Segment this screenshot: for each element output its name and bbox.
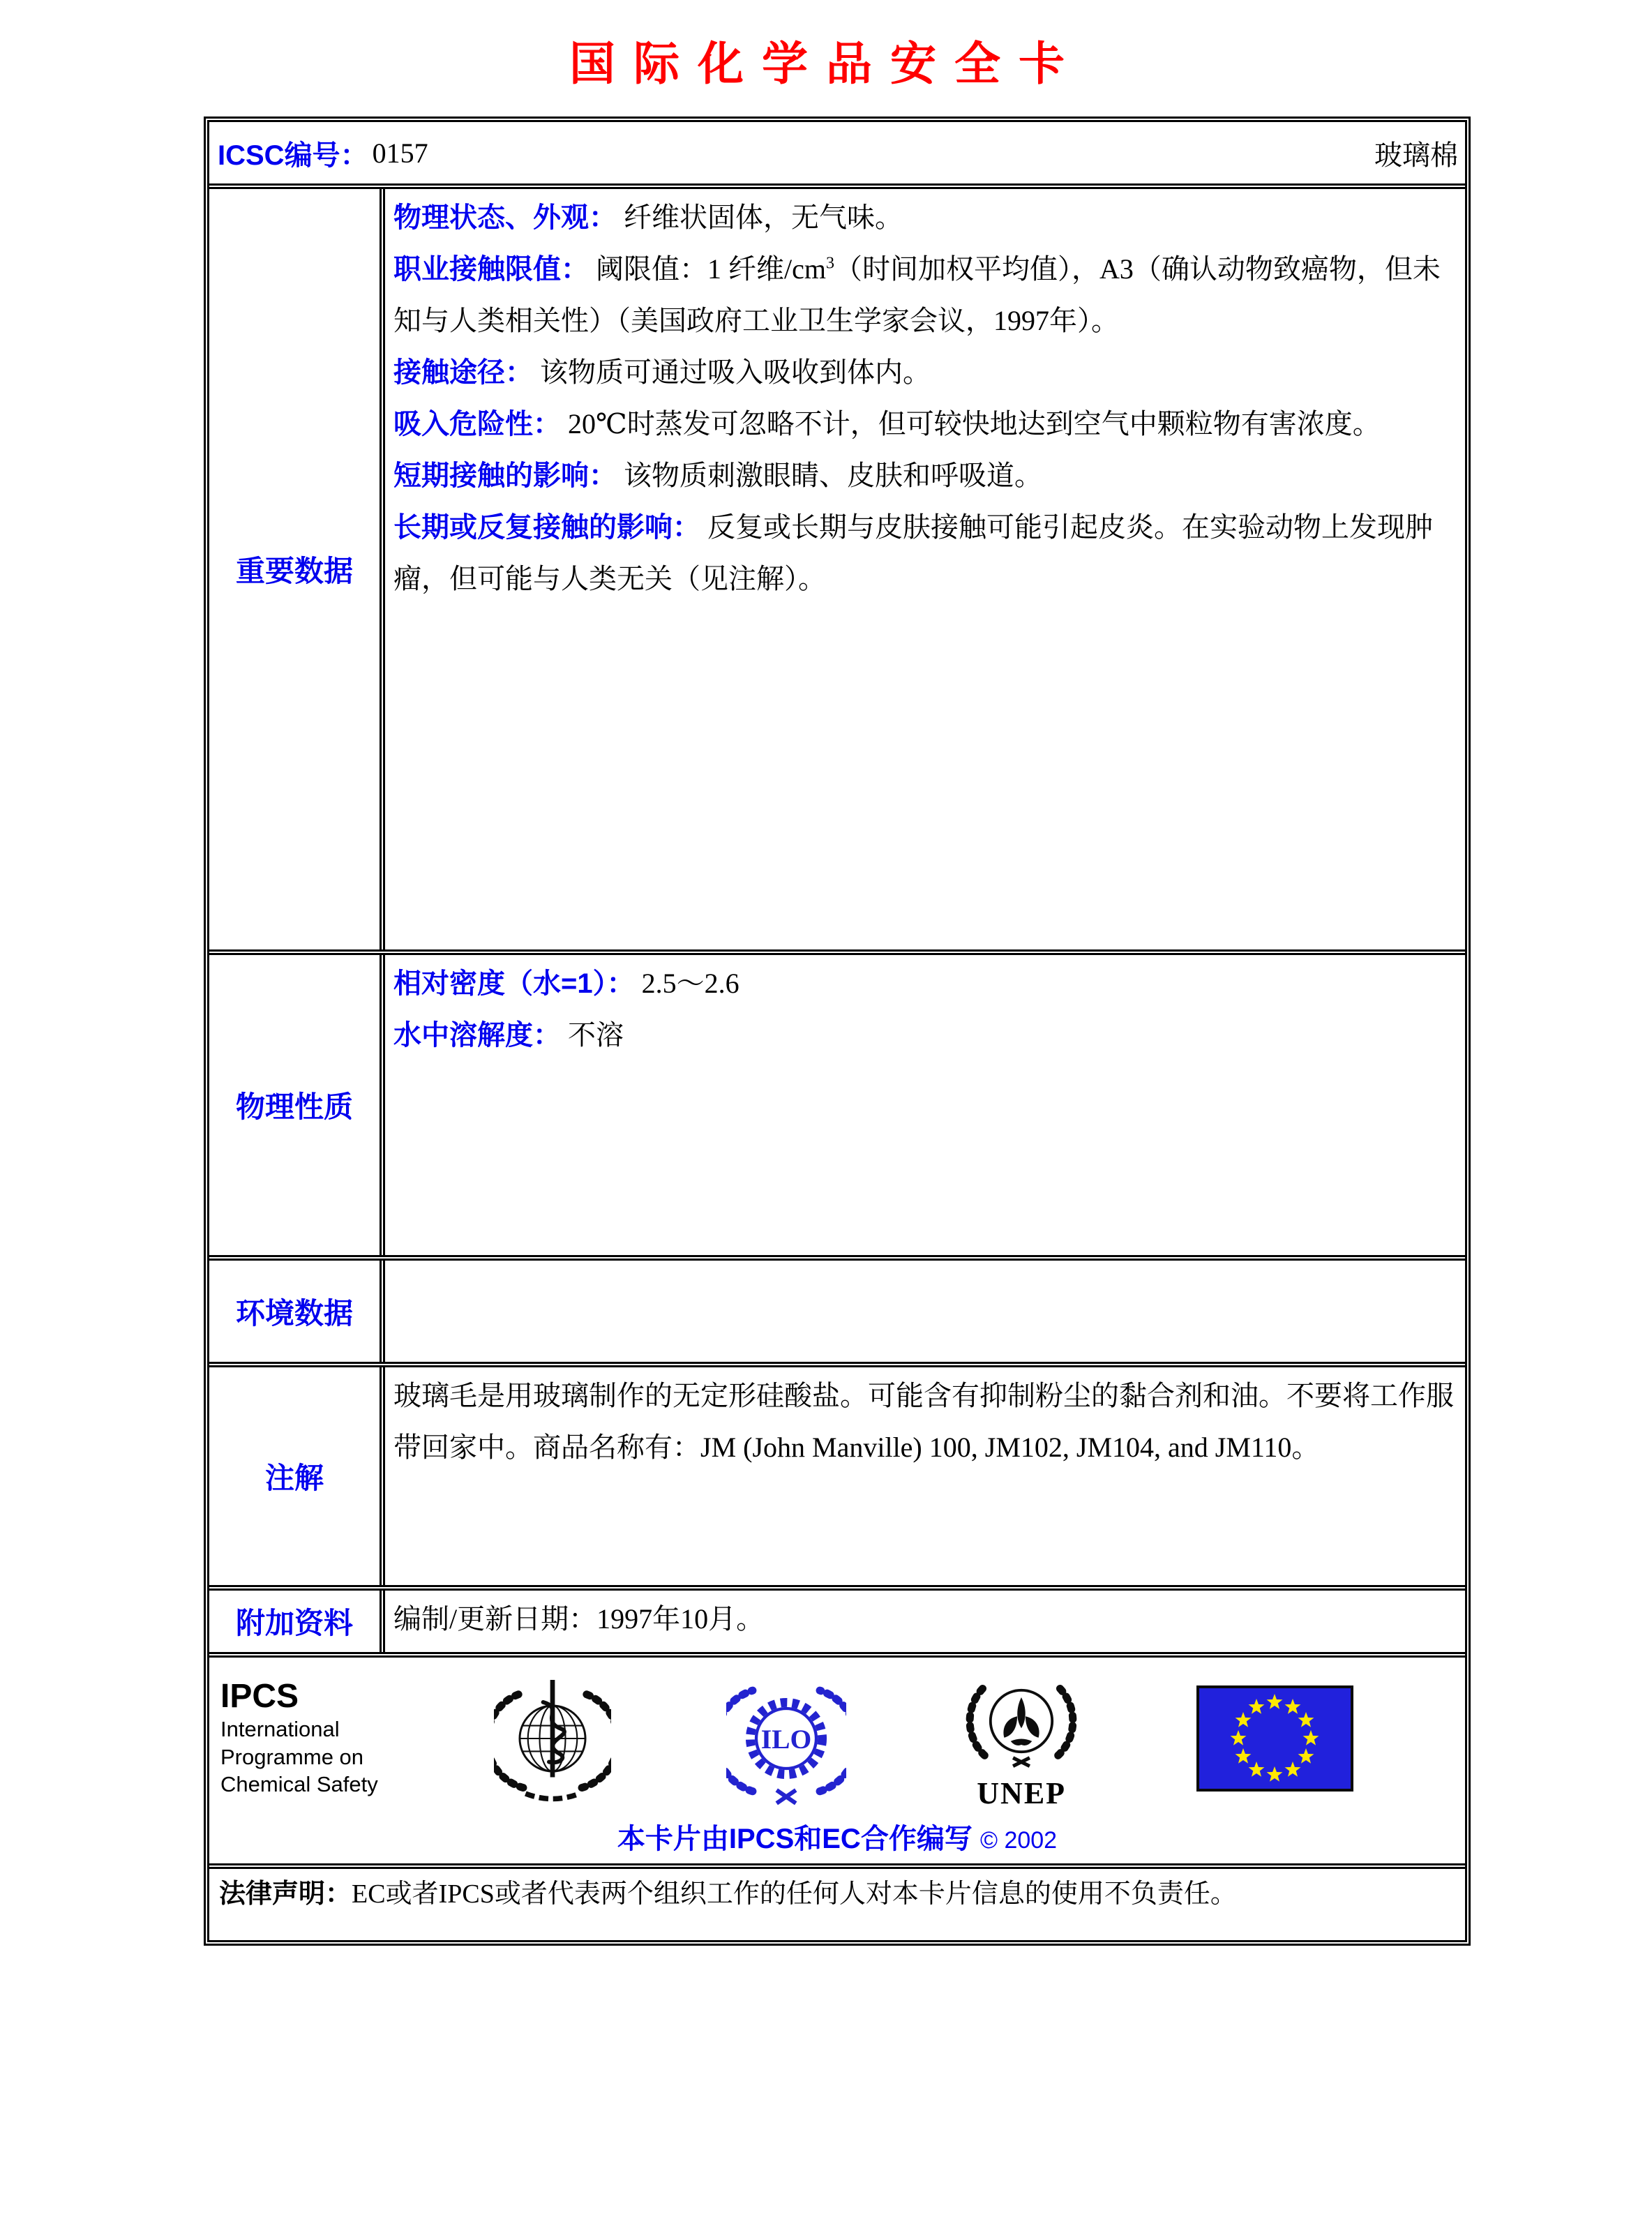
field-label: 相对密度（水=1）：: [393, 968, 635, 999]
ipcs-name: [220, 1715, 378, 1798]
field-water-solubility: [393, 1009, 1454, 1061]
card-header-row: [209, 122, 1465, 189]
cooperation-caption: [209, 1817, 1465, 1856]
important-data-row: [209, 189, 1465, 955]
environmental-data-content: [385, 1261, 1465, 1362]
page-title: 国际化学品安全卡: [569, 39, 1083, 90]
legal-notice-row: [209, 1869, 1465, 1940]
eu-flag-icon: [1196, 1685, 1353, 1792]
icsc-number-group: [218, 133, 428, 173]
unep-logo-icon: [962, 1669, 1081, 1809]
field-relative-density: [393, 958, 1454, 1009]
row-label-physical-properties: 物理性质: [209, 955, 385, 1255]
additional-info-text: 编制/更新日期：1997年10月。: [393, 1603, 765, 1635]
field-label: 接触途径：: [393, 357, 533, 388]
ipcs-name-line: Chemical Safety: [220, 1772, 378, 1797]
field-value: 该物质可通过吸入吸收到体内。: [540, 356, 931, 388]
legal-notice-text: EC或者IPCS或者代表两个组织工作的任何人对本卡片信息的使用不负责任。: [352, 1879, 1237, 1909]
ipcs-name-line: Programme on: [220, 1744, 364, 1769]
field-value: 反复或长期与皮肤接触可能引起皮炎。在实验动物上发现肿瘤，但可能与人类无关（见注解）。: [393, 511, 1433, 594]
notes-row: [209, 1367, 1465, 1591]
superscript: 3: [825, 254, 834, 273]
environmental-data-row: [209, 1261, 1465, 1367]
ilo-letters: ILO: [761, 1723, 812, 1755]
notes-content: [385, 1367, 1465, 1585]
physical-properties-content: [385, 955, 1465, 1255]
field-label: 吸入危险性：: [393, 409, 561, 440]
field-value: 2.5～2.6: [641, 968, 739, 999]
unep-letters: UNEP: [977, 1775, 1067, 1810]
ipcs-logo: [220, 1678, 378, 1798]
field-value: 该物质刺激眼睛、皮肤和呼吸道。: [624, 460, 1042, 491]
field-label: 长期或反复接触的影响：: [393, 512, 700, 543]
ipcs-acronym: IPCS: [220, 1678, 299, 1715]
field-label: 物理状态、外观：: [393, 202, 617, 233]
logos-strip: [209, 1666, 1465, 1811]
field-routes-of-exposure: [393, 347, 1454, 398]
logos-row: [209, 1658, 1465, 1869]
icsc-card-table: [204, 117, 1471, 1946]
additional-info-content: [385, 1591, 1465, 1652]
who-logo-icon: [494, 1669, 611, 1808]
field-physical-state: [393, 192, 1454, 243]
legal-notice-label: 法律声明：: [219, 1879, 352, 1909]
field-inhalation-risk: [393, 398, 1454, 450]
field-label: 短期接触的影响：: [393, 460, 617, 491]
additional-info-row: [209, 1591, 1465, 1658]
physical-properties-row: [209, 955, 1465, 1261]
important-data-content: [385, 189, 1465, 949]
field-value-post: （时间加权平均值），A3（确认动物致癌物，但未知与人类相关性）（美国政府工业卫生学家会议，1997年）。: [393, 253, 1441, 336]
icsc-number-value: 0157: [372, 137, 428, 169]
field-occupational-exposure-limits: [393, 243, 1454, 347]
field-value: 不溶: [568, 1019, 624, 1051]
field-label: 职业接触限值：: [393, 254, 589, 285]
ilo-logo-icon: [726, 1666, 846, 1811]
row-label-important-data: 重要数据: [209, 189, 385, 949]
notes-text: 玻璃毛是用玻璃制作的无定形硅酸盐。可能含有抑制粉尘的黏合剂和油。不要将工作服带回家中。商品名称有：JM (John Manville) 100, JM102, JM104, and JM110。: [393, 1380, 1454, 1463]
field-value: 纤维状固体，无气味。: [624, 202, 903, 233]
ipcs-name-line: International: [220, 1716, 340, 1741]
copyright-text: © 2002: [979, 1827, 1058, 1854]
field-value: 20℃时蒸发可忽略不计，但可较快地达到空气中颗粒物有害浓度。: [568, 408, 1381, 440]
row-label-environmental-data: 环境数据: [209, 1261, 385, 1362]
field-value-pre: 阈限值：1 纤维/cm: [596, 253, 826, 285]
field-label: 水中溶解度：: [393, 1020, 561, 1051]
icsc-number-label: ICSC编号：: [218, 140, 368, 171]
cooperation-text: 本卡片由IPCS和EC合作编写: [617, 1824, 973, 1854]
substance-name: 玻璃棉: [1374, 139, 1458, 171]
row-label-additional-info: 附加资料: [209, 1591, 385, 1652]
field-long-term-effects: [393, 502, 1454, 605]
row-label-notes: 注解: [209, 1367, 385, 1585]
field-short-term-effects: [393, 450, 1454, 502]
